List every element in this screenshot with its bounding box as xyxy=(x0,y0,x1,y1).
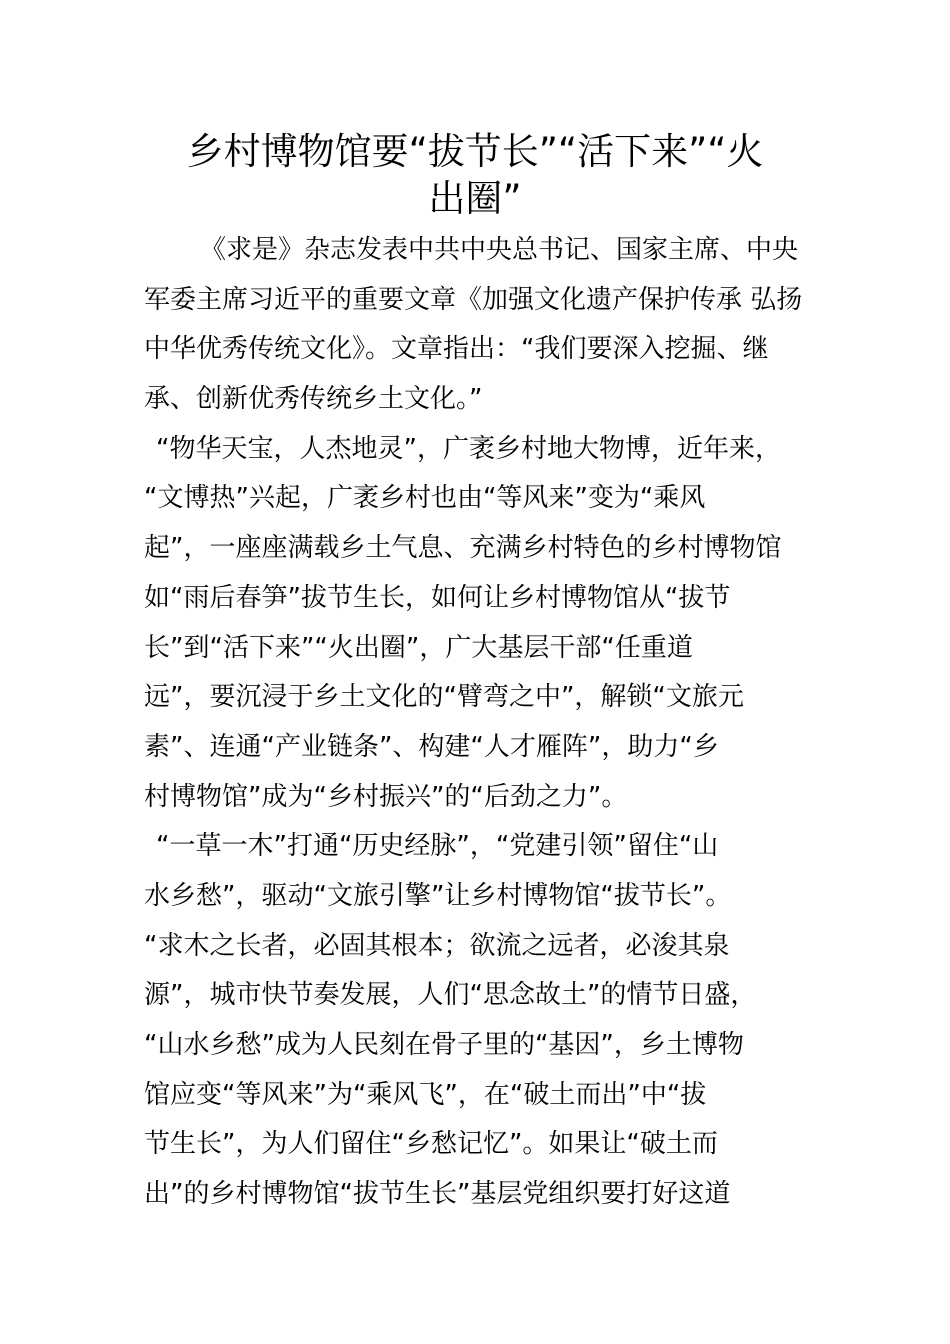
paragraph-3 xyxy=(144,822,814,1220)
paragraph-line: 素”、连通“产业链条”、构建“人才雁阵”，助力“乡 xyxy=(144,731,719,762)
article-body xyxy=(144,226,814,1220)
paragraph-line: 军委主席习近平的重要文章《加强文化遗产保护传承 弘扬 xyxy=(144,284,803,315)
paragraph-line: 长”到“活下来”“火出圈”，广大基层干部“任重道 xyxy=(144,632,693,663)
paragraph-line: 远”，要沉浸于乡土文化的“臂弯之中”，解锁“文旅元 xyxy=(144,682,744,713)
article-title xyxy=(140,128,810,222)
paragraph-line: 馆应变“等风来”为“乘风飞”，在“破土而出”中“拔 xyxy=(144,1079,707,1110)
paragraph-line: 节生长”，为人们留住“乡愁记忆”。如果让“破土而 xyxy=(144,1129,718,1160)
paragraph-2 xyxy=(144,425,814,823)
paragraph-line: “物华天宝，人杰地灵”，广袤乡村地大物博，近年来， xyxy=(156,433,781,464)
paragraph-line: “山水乡愁”成为人民刻在骨子里的“基因”，乡土博物 xyxy=(144,1030,744,1060)
paragraph-line: 中华优秀传统文化》。文章指出：“我们要深入挖掘、继 xyxy=(144,334,769,365)
paragraph-line: 出”的乡村博物馆“拔节生长”基层党组织要打好这道 xyxy=(144,1179,731,1210)
paragraph-line: 水乡愁”，驱动“文旅引擎”让乡村博物馆“拔节长”。 xyxy=(144,880,732,911)
paragraph-line: “一草一木”打通“历史经脉”，“党建引领”留住“山 xyxy=(156,831,719,862)
paragraph-line: 承、创新优秀传统乡土文化。” xyxy=(144,384,483,415)
paragraph-line: “求木之长者，必固其根本；欲流之远者，必浚其泉 xyxy=(144,930,730,961)
title-line-2: 出圈” xyxy=(428,177,522,220)
paragraph-1 xyxy=(144,226,814,425)
paragraph-line: 如“雨后春笋”拔节生长，如何让乡村博物馆从“拔节 xyxy=(144,582,731,613)
title-line-1: 乡村博物馆要“拔节长”“活下来”“火 xyxy=(186,130,764,173)
paragraph-line: 《求是》杂志发表中共中央总书记、国家主席、中央 xyxy=(200,235,799,265)
paragraph-line: 村博物馆”成为“乡村振兴”的“后劲之力”。 xyxy=(144,781,628,812)
paragraph-line: 源”，城市快节奏发展，人们“思念故土”的情节日盛， xyxy=(144,980,757,1011)
paragraph-line: “文博热”兴起，广袤乡村也由“等风来”变为“乘风 xyxy=(144,483,706,514)
paragraph-line: 起”，一座座满载乡土气息、充满乡村特色的乡村博物馆 xyxy=(144,533,782,564)
